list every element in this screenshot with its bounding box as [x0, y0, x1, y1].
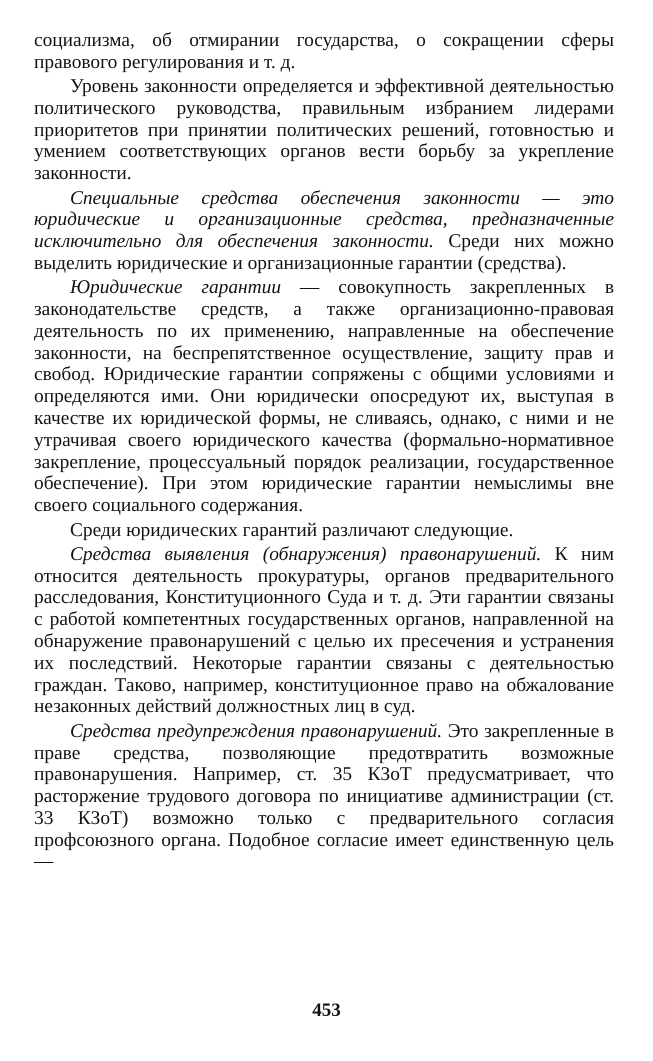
paragraph-4-italic: Юридические гарантии [70, 277, 282, 299]
paragraph-5 [34, 520, 614, 542]
paragraph-5-text: Среди юридических гарантий различают следующие. [70, 519, 514, 541]
paragraph-3-text: Среди них можно выделить юридические и организационные гарантии (средства). [34, 231, 615, 274]
paragraph-4 [34, 277, 614, 517]
paragraph-4-text: — совокупность закрепленных в законодательстве средств, а также организационно-правовая деятельность по их применению, направленные на обеспечение законности, на беспрепятственное осуществление, защиту прав и свобод. Юридические гарантии сопряжены с общими условиями и определяются ими. Они юридически опосредуют их, выступая в качестве их юридической формы, не сливаясь, однако, с ними и не утрачивая своего юридического качества (формально-нормативное закрепление, процессуальный порядок реализации, государственное обеспечение). При этом юридические гарантии немыслимы вне своего социального содержания. [34, 277, 614, 517]
paragraph-7 [34, 721, 614, 874]
paragraph-2 [34, 76, 614, 185]
paragraph-6 [34, 544, 614, 718]
paragraph-7-italic: Средства предупреждения правонарушений. [70, 720, 443, 742]
paragraph-3-italic: Специальные средства обеспечения законности — это юридические и организационные средства, предназначенные исключительно для обеспечения законности. [34, 187, 614, 253]
paragraph-1 [34, 30, 614, 74]
paragraph-2-text: Уровень законности определяется и эффективной деятельностью политического руководства, правильным избранием лидерами приоритетов при принятии политических решений, готовностью и умением соответствующих органов вести борьбу за укрепление законности. [34, 76, 614, 185]
paragraph-7-text: Это закрепленные в праве средства, позволяющие предотвратить возможные правонарушения. Например, ст. 35 КЗоТ предусматривает, что расторжение трудового договора по инициативе администрации (ст. 33 КЗоТ) возможно только с предварительного согласия профсоюзного органа. Подобное согласие имеет единственную цель — [34, 720, 614, 873]
paragraph-1-text: социализма, об отмирании государства, о сокращении сферы правового регулирования и т. д. [34, 30, 614, 73]
paragraph-6-text: К ним относится деятельность прокуратуры, органов предварительного расследования, Конституционного Суда и т. д. Эти гарантии связаны с работой компетентных государственных органов, направленной на обнаружение правонарушений с целью их пресечения и устранения их последствий. Некоторые гарантии связаны с деятельностью граждан. Таково, например, конституционное право на обжалование незаконных действий должностных лиц в суд. [34, 543, 614, 718]
page-text [34, 30, 614, 876]
page-number: 453 [312, 1000, 341, 1021]
paragraph-3 [34, 188, 614, 275]
paragraph-6-italic: Средства выявления (обнаружения) правонарушений. [70, 543, 542, 565]
